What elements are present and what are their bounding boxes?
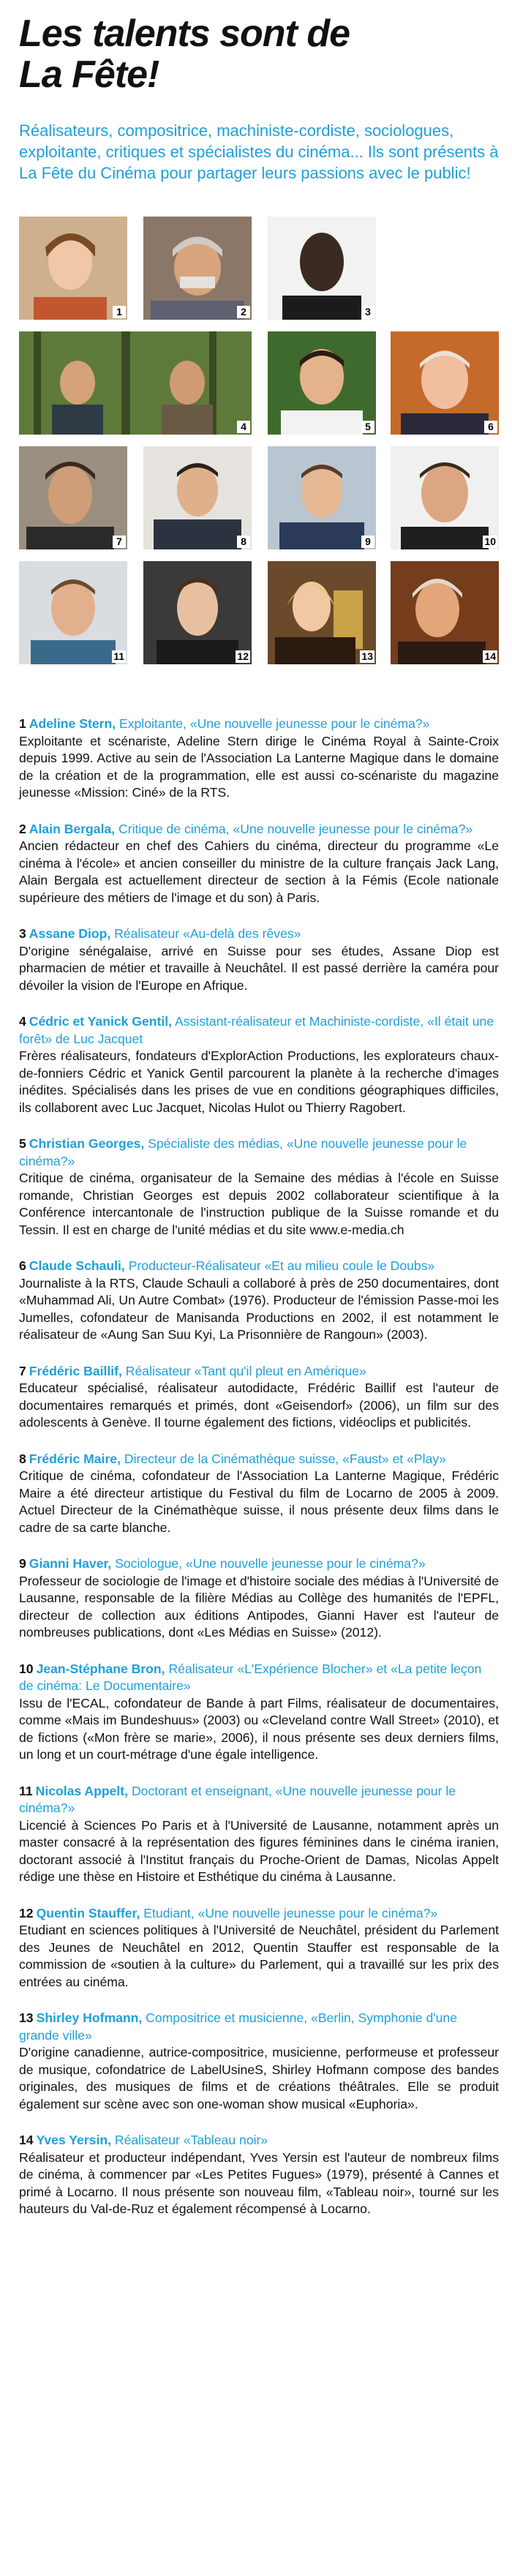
photo-number: 1 — [113, 306, 126, 318]
photo-number: 10 — [484, 536, 496, 547]
portrait-photo — [19, 561, 127, 664]
bio-text: Issu de l'ECAL, cofondateur de Bande à part Films, réalisateur de documentaires, comme «Mais im Bundeshuus» (2003) ou «Cleveland contre Wall Street» (2010), et de fictions («Mon frère se marie», 2006), il nous présente ses deux derniers films, un long et un court-métrage d'une égale intelligence. — [19, 1695, 499, 1762]
bio-number: 14 — [19, 2133, 34, 2147]
bio-text: D'origine sénégalaise, arrivé en Suisse pour ses études, Assane Diop est pharmacien de métier et travaille à Neuchâtel. Il est passé derrière la caméra pour dévoiler la vision de l'Europe en Afrique. — [19, 943, 499, 993]
bio-heading — [19, 1451, 499, 1468]
bios-list — [19, 716, 499, 2237]
bio-name: Shirley Hofmann, — [36, 2010, 143, 2025]
bio-name: Adeline Stern, — [29, 716, 116, 731]
bio-number: 9 — [19, 1556, 26, 1571]
bio-name: Yves Yersin, — [36, 2133, 111, 2147]
bio-entry — [19, 1013, 499, 1116]
bio-text: Réalisateur et producteur indépendant, Yves Yersin est l'auteur de nombreux films de cinéma, à commencer par «Les Petites Fugues» (1979), présenté à Cannes et primé à Locarno. Il nous présente son nouveau film, «Tableau noir», tourné sur les hauteurs du Val-de-Ruz et également récompensé à Locarno. — [19, 2149, 499, 2216]
bio-entry — [19, 2010, 499, 2113]
portrait-photo — [391, 331, 499, 435]
bio-heading — [19, 1258, 499, 1275]
bio-role: Sociologue, «Une nouvelle jeunesse pour le cinéma?» — [115, 1556, 426, 1571]
portrait-photo — [19, 446, 127, 549]
bio-name: Alain Bergala, — [29, 821, 116, 836]
portrait-photo — [143, 446, 252, 549]
title-line-1: Les talents sont de — [19, 12, 350, 55]
bio-heading — [19, 2132, 499, 2149]
bio-heading — [19, 1783, 499, 1817]
bio-text: Etudiant en sciences politiques à l'Université de Neuchâtel, président du Parlement des Jeunes de Neuchâtel en 2012, Quentin Stauffer est responsable de la commission de «soutien à la culture» du Parlement, qui a travaillé sur les prix des entrées au cinéma. — [19, 1923, 499, 1989]
bio-entry — [19, 1451, 499, 1537]
bio-entry — [19, 2132, 499, 2218]
bio-text: Journaliste à la RTS, Claude Schauli a collaboré à près de 250 documentaires, dont «Muhammad Ali, Un Autre Combat» (1976). Producteur de l'émission Passe-moi les Jumelles, cofondateur de Manisanda Productions en 2002, il est notamment le réalisateur de «Aung San Suu Kyi, La Prisonnière de Rangoun» (2003). — [19, 1275, 499, 1342]
bio-entry — [19, 821, 499, 907]
bio-text: Critique de cinéma, cofondateur de l'Association La Lanterne Magique, Frédéric Maire a été directeur artistique du Festival du film de Locarno de 2005 à 2009. Actuel Directeur de la Cinémathèque suisse, il nous présente deux films dans le cadre de sa carte blanche. — [19, 1468, 499, 1535]
article — [19, 12, 499, 2216]
bio-text: Exploitante et scénariste, Adeline Stern dirige le Cinéma Royal à Sainte-Croix depuis 1999. Active au sein de l'Association La Lanterne Magique dans le domaine de la création et de la programmation, elle est aussi co-scénariste du magazine jeunesse «Mission: Ciné» de la RTS. — [19, 733, 499, 800]
portrait-grid — [19, 217, 499, 662]
bio-role: Réalisateur «Tant qu'il pleut en Amérique» — [125, 1363, 366, 1378]
photo-number: 4 — [237, 421, 250, 433]
page-title — [19, 13, 499, 95]
portrait-photo — [268, 331, 376, 435]
bio-name: Claude Schauli, — [29, 1258, 125, 1273]
bio-entry — [19, 1363, 499, 1432]
photo-number: 2 — [237, 306, 250, 318]
bio-text: Ancien rédacteur en chef des Cahiers du cinéma, directeur du programme «Le cinéma à l'école» et ancien conseiller du ministre de la culture français Jack Lang, Alain Bergala est actuellement directeur de section à la Fémis (Ecole nationale supérieure des métiers de l'image et du son) à Paris. — [19, 838, 499, 905]
intro-paragraph: Réalisateurs, compositrice, machiniste-cordiste, sociologues, exploitante, critiques et spécialistes du cinéma... Ils sont présents à La Fête du Cinéma pour partager leurs passions avec le public! — [19, 121, 499, 182]
portrait-photo — [268, 446, 376, 549]
bio-text: Critique de cinéma, organisateur de la Semaine des médias à l'école en Suisse romande, Christian Georges est depuis 2002 collaborateur scientifique à la Conférence intercantonale de l'instruction publique de la Suisse romande et du Tessin. Il est en charge de l'unité médias et du site www.e-media.ch — [19, 1171, 499, 1237]
portrait-photo — [143, 561, 252, 664]
bio-role: Réalisateur «Au-delà des rêves» — [114, 926, 301, 941]
bio-entry — [19, 1783, 499, 1886]
bio-heading — [19, 1363, 499, 1381]
bio-number: 3 — [19, 926, 26, 941]
bio-number: 12 — [19, 1905, 34, 1920]
bio-text: Frères réalisateurs, fondateurs d'ExplorAction Productions, les explorateurs chaux-de-fonniers Cédric et Yanick Gentil parcourent la planète à la recherche d'images inédites. Spécialisés dans les prises de vue en conditions géographiques difficiles, ils collaborent avec Luc Jacquet, Nicolas Hulot ou Thierry Ragobert. — [19, 1048, 499, 1115]
photo-number: 12 — [237, 650, 249, 662]
bio-heading — [19, 1135, 499, 1170]
bio-heading — [19, 821, 499, 838]
bio-name: Frédéric Baillif, — [29, 1363, 122, 1378]
bio-role: Producteur-Réalisateur «Et au milieu coule le Doubs» — [128, 1258, 435, 1273]
photo-number: 7 — [113, 536, 126, 548]
bio-heading — [19, 1555, 499, 1573]
photo-number: 3 — [361, 306, 374, 318]
bio-role: Compositrice et musicienne, «Berlin, Symphonie d'une grande ville» — [19, 2010, 457, 2043]
bio-name: Frédéric Maire, — [29, 1451, 121, 1466]
photo-number: 5 — [361, 421, 374, 433]
bio-number: 5 — [19, 1136, 26, 1151]
bio-name: Assane Diop, — [29, 926, 111, 941]
bio-heading — [19, 925, 499, 943]
bio-role: Réalisateur «Tableau noir» — [114, 2133, 268, 2147]
bio-name: Nicolas Appelt, — [35, 1783, 129, 1798]
bio-heading — [19, 716, 499, 733]
title-line-2: La Fête! — [19, 53, 159, 96]
bio-text: D'origine canadienne, autrice-compositrice, musicienne, performeuse et professeur de musique, cofondatrice de LabelUsineS, Shirley Hofmann compose des bandes originales, des musiques de films et de créations théâtrales. Elle se produit également sur scène avec son one-woman show musical «Euphoria». — [19, 2045, 499, 2111]
photo-number: 6 — [484, 421, 497, 433]
bio-role: Etudiant, «Une nouvelle jeunesse pour le cinéma?» — [143, 1905, 438, 1920]
portrait-photo — [19, 217, 127, 320]
bio-heading — [19, 1013, 499, 1048]
bio-role: Critique de cinéma, «Une nouvelle jeunesse pour le cinéma?» — [118, 821, 473, 836]
portrait-photo — [391, 561, 499, 664]
bio-number: 4 — [19, 1014, 26, 1029]
bio-heading — [19, 2010, 499, 2044]
portrait-photo — [268, 217, 376, 320]
bio-role: Assistant-réalisateur et Machiniste-cordiste, «Il était une forêt» de Luc Jacquet — [19, 1014, 494, 1046]
bio-entry — [19, 1555, 499, 1642]
bio-name: Cédric et Yanick Gentil, — [29, 1014, 173, 1029]
bio-entry — [19, 1258, 499, 1344]
portrait-photo — [391, 446, 499, 549]
bio-entry — [19, 1905, 499, 1991]
bio-role: Doctorant et enseignant, «Une nouvelle jeunesse pour le cinéma?» — [19, 1783, 456, 1815]
photo-number: 14 — [484, 650, 496, 662]
bio-entry — [19, 716, 499, 802]
photo-number: 13 — [361, 650, 373, 662]
bio-entry — [19, 925, 499, 994]
bio-entry — [19, 1135, 499, 1239]
bio-name: Gianni Haver, — [29, 1556, 112, 1571]
portrait-photo — [268, 561, 376, 664]
bio-text: Educateur spécialisé, réalisateur autodidacte, Frédéric Baillif est l'auteur de documentaires remarqués et primés, dont «Geisendorf» (2006), un film sur des adolescents à Genève. Il tourne également des fictions, vidéoclips et publicités. — [19, 1381, 499, 1430]
bio-role: Directeur de la Cinémathèque suisse, «Faust» et «Play» — [124, 1451, 446, 1466]
bio-number: 6 — [19, 1258, 26, 1273]
bio-number: 13 — [19, 2010, 34, 2025]
bio-role: Exploitante, «Une nouvelle jeunesse pour le cinéma?» — [118, 716, 430, 731]
bio-number: 1 — [19, 716, 26, 731]
bio-number: 7 — [19, 1363, 26, 1378]
bio-number: 2 — [19, 821, 26, 836]
bio-role: Spécialiste des médias, «Une nouvelle jeunesse pour le cinéma?» — [19, 1136, 467, 1168]
portrait-photo — [143, 217, 252, 320]
bio-heading — [19, 1661, 499, 1695]
bio-text: Licencié à Sciences Po Paris et à l'Université de Lausanne, notamment après un master consacré à la représentation des figures féminines dans le cinéma iranien, doctorant associé à l'Institut français du Proche-Orient de Damas, Nicolas Appelt rédige une thèse en Histoire et Esthétique du cinéma à Lausanne. — [19, 1817, 499, 1884]
photo-number: 8 — [237, 536, 250, 548]
portrait-photo — [19, 331, 252, 435]
bio-name: Christian Georges, — [29, 1136, 145, 1151]
photo-number: 9 — [361, 536, 374, 548]
bio-name: Jean-Stéphane Bron, — [36, 1661, 165, 1676]
bio-number: 10 — [19, 1661, 34, 1676]
photo-number: 11 — [113, 650, 124, 662]
bio-number: 8 — [19, 1451, 26, 1466]
bio-entry — [19, 1661, 499, 1764]
bio-name: Quentin Stauffer, — [36, 1905, 140, 1920]
bio-number: 11 — [19, 1783, 33, 1798]
bio-heading — [19, 1905, 499, 1923]
bio-text: Professeur de sociologie de l'image et d'histoire sociale des médias à l'Université de Lausanne, responsable de la filière Médias au Collège des humanités de l'EPFL, directeur de collection aux éditions Antipodes, Gianni Haver est l'auteur de nombreuses publications, dont «Les Médias en Suisse» (2012). — [19, 1573, 499, 1640]
bio-role: Réalisateur «L'Expérience Blocher» et «La petite leçon de cinéma: Le Documentaire» — [19, 1661, 482, 1693]
